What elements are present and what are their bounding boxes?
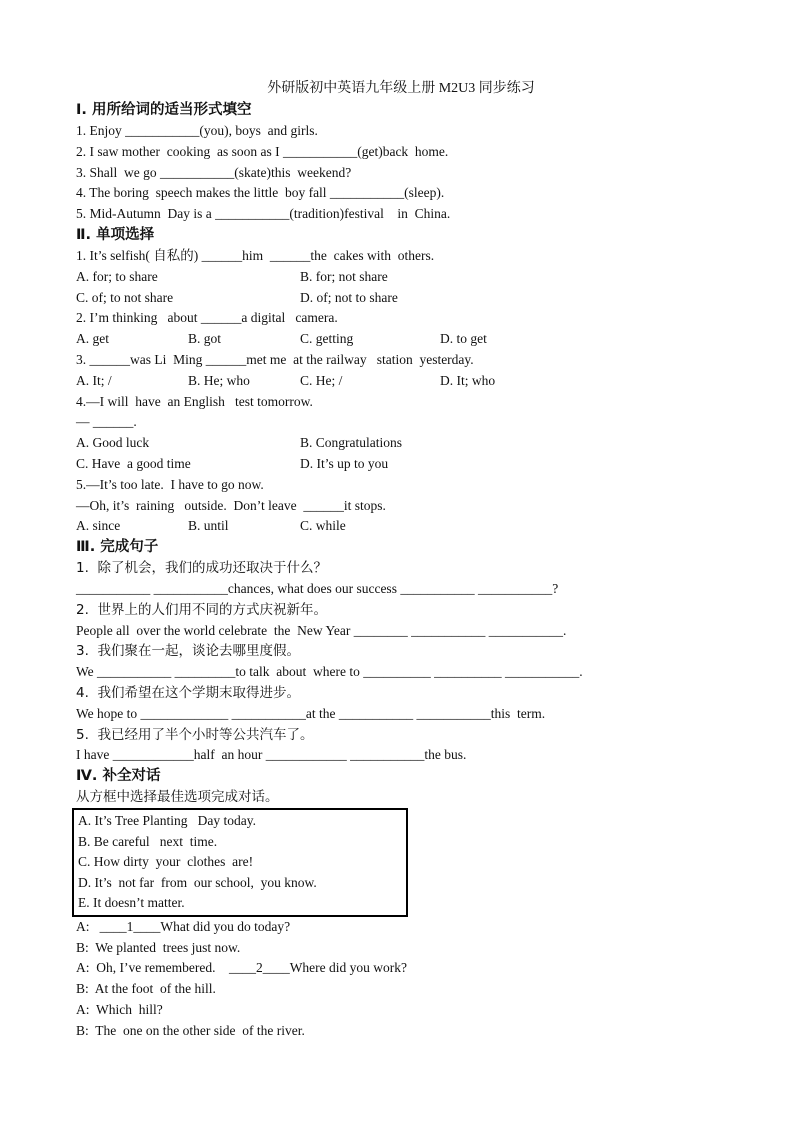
sentence-blank-5: I have ____________half an hour ____________ ___________the bus. — [76, 747, 467, 763]
option: C. getting — [300, 331, 354, 347]
sentence-prompt-5: 5. 我已经用了半个小时等公共汽车了。 — [76, 726, 314, 743]
box-option-d: D. It’s not far from our school, you know. — [78, 874, 317, 890]
question-3: 3. ______was Li Ming ______met me at the railway station yesterday. — [76, 351, 474, 367]
question-2: 2. I’m thinking about ______a digital camera. — [76, 310, 338, 326]
page-title: 外研版初中英语九年级上册 M2U3 同步练习 — [267, 81, 535, 96]
fill-item-1: 1. Enjoy ___________(you), boys and girls. — [76, 123, 318, 138]
option: C. while — [300, 518, 346, 534]
options-row — [76, 267, 636, 288]
box-option-c: C. How dirty your clothes are! — [78, 854, 254, 870]
fill-item-3: 3. Shall we go ___________(skate)this weekend? — [76, 164, 352, 180]
option: A. Good luck — [76, 435, 150, 451]
section-heading-2: Ⅱ. 单项选择 — [76, 226, 155, 243]
worksheet — [76, 78, 636, 1042]
option: D. to get — [440, 331, 487, 347]
option: B. Congratulations — [300, 435, 402, 451]
dialogue-line: B: At the foot of the hill. — [76, 981, 216, 997]
option: C. of; to not share — [76, 289, 174, 305]
options-row — [76, 371, 636, 392]
box-option-e: E. It doesn’t matter. — [78, 895, 185, 911]
sentence-prompt-4: 4. 我们希望在这个学期末取得进步。 — [76, 684, 300, 701]
question-5-reply: —Oh, it’s raining outside. Don’t leave ______it stops. — [76, 497, 386, 513]
sentence-blank-1: ___________ ___________chances, what does our success ___________ ___________? — [76, 580, 559, 596]
options-box — [72, 808, 408, 917]
fill-item-4: 4. The boring speech makes the little boy fall ___________(sleep). — [76, 185, 445, 201]
option: A. It; / — [76, 372, 112, 388]
section-heading-4: Ⅳ. 补全对话 — [76, 768, 161, 785]
option: D. It’s up to you — [300, 455, 389, 471]
sentence-prompt-1: 1. 除了机会，我们的成功还取决于什么？ — [76, 560, 327, 577]
option: A. since — [76, 518, 121, 534]
option: A. for; to share — [76, 268, 158, 284]
instruction: 从方框中选择最佳选项完成对话。 — [76, 789, 279, 806]
question-4: 4.—I will have an English test tomorrow. — [76, 393, 313, 409]
options-row — [76, 516, 636, 537]
box-option-a: A. It’s Tree Planting Day today. — [78, 812, 256, 828]
section-heading-3: Ⅲ. 完成句子 — [76, 539, 159, 556]
sentence-blank-4: We hope to _____________ ___________at the ___________ ___________this term. — [76, 705, 546, 721]
dialogue-line: B: We planted trees just now. — [76, 939, 241, 955]
dialogue-line: A: ____1____What did you do today? — [76, 918, 291, 934]
sentence-blank-3: We ___________ _________to talk about where to __________ __________ ___________. — [76, 664, 583, 680]
option: D. of; not to share — [300, 289, 398, 305]
dialogue-line: B: The one on the other side of the river. — [76, 1022, 305, 1038]
options-row — [76, 433, 636, 454]
option: B. for; not share — [300, 268, 388, 284]
option: B. until — [188, 518, 229, 534]
option: A. get — [76, 331, 109, 347]
sentence-prompt-3: 3. 我们聚在一起，谈论去哪里度假。 — [76, 643, 300, 660]
options-row — [76, 454, 636, 475]
options-row — [76, 329, 636, 350]
option: D. It; who — [440, 372, 496, 388]
sentence-prompt-2: 2. 世界上的人们用不同的方式庆祝新年。 — [76, 601, 327, 618]
option: B. He; who — [188, 372, 250, 388]
question-1: 1. It’s selfish( 自私的) ______him ______the cakes with others. — [76, 247, 435, 263]
question-4-reply: — ______. — [76, 414, 137, 430]
options-row — [76, 288, 636, 309]
fill-item-2: 2. I saw mother cooking as soon as I ___________(get)back home. — [76, 143, 449, 159]
option: B. got — [188, 331, 222, 347]
question-5: 5.—It’s too late. I have to go now. — [76, 476, 264, 492]
fill-item-5: 5. Mid-Autumn Day is a ___________(tradition)festival in China. — [76, 206, 451, 222]
section-heading-1: Ⅰ. 用所给词的适当形式填空 — [76, 102, 252, 118]
dialogue-line: A: Oh, I’ve remembered. ____2____Where did you work? — [76, 960, 408, 976]
sentence-blank-2: People all over the world celebrate the New Year ________ ___________ ___________. — [76, 622, 567, 638]
option: C. He; / — [300, 372, 343, 388]
box-option-b: B. Be careful next time. — [78, 833, 218, 849]
dialogue-line: A: Which hill? — [76, 1002, 163, 1018]
option: C. Have a good time — [76, 455, 191, 471]
